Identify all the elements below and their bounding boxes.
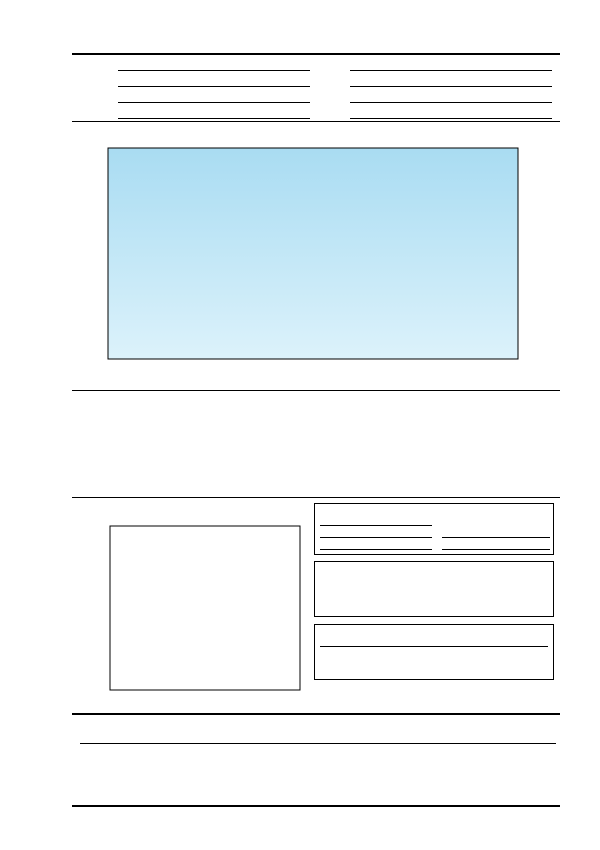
graph-background (108, 148, 518, 359)
nitrogen-chart (70, 518, 310, 708)
warnings-box (314, 561, 554, 617)
nitrogen-chart-frame (110, 526, 300, 690)
depth-graph (70, 138, 560, 390)
gear-box (314, 624, 554, 680)
air-box (314, 503, 554, 555)
